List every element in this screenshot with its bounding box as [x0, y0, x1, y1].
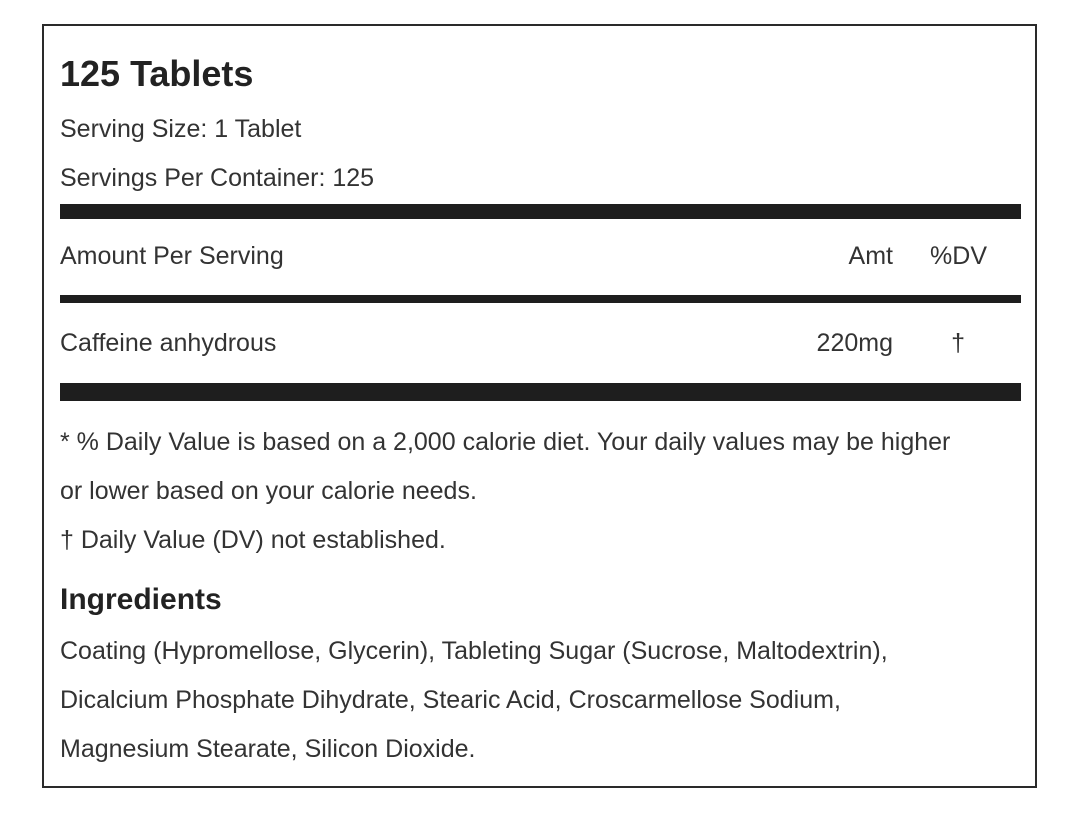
nutrient-dv: † — [951, 329, 965, 357]
daily-value-footnote-line-2: or lower based on your calorie needs. — [60, 477, 477, 505]
daily-value-footnote — [60, 418, 1021, 565]
ingredients-line-3: Magnesium Stearate, Silicon Dioxide. — [60, 735, 476, 763]
divider-header — [60, 295, 1021, 303]
dagger-footnote: † Daily Value (DV) not established. — [60, 526, 446, 554]
ingredients-heading: Ingredients — [60, 583, 222, 616]
servings-per-container: Servings Per Container: 125 — [60, 164, 375, 192]
ingredients-line-1: Coating (Hypromellose, Glycerin), Tableting Sugar (Sucrose, Maltodextrin), — [60, 637, 888, 665]
supplement-facts-panel — [42, 24, 1037, 788]
thick-divider-bottom — [60, 383, 1021, 401]
dv-column-header: %DV — [930, 242, 987, 270]
product-count-title: 125 Tablets — [60, 53, 254, 94]
ingredients-line-2: Dicalcium Phosphate Dihydrate, Stearic Acid, Croscarmellose Sodium, — [60, 686, 841, 714]
nutrient-amount: 220mg — [816, 329, 893, 357]
column-header-row — [60, 242, 1021, 276]
amount-per-serving-label: Amount Per Serving — [60, 242, 284, 270]
daily-value-footnote-line-1: * % Daily Value is based on a 2,000 calorie diet. Your daily values may be higher — [60, 428, 951, 456]
amt-column-header: Amt — [848, 242, 893, 270]
nutrient-row — [60, 329, 1021, 363]
nutrient-name: Caffeine anhydrous — [60, 329, 277, 357]
serving-size: Serving Size: 1 Tablet — [60, 115, 302, 143]
thick-divider-top — [60, 204, 1021, 219]
ingredients-list — [60, 627, 1021, 774]
